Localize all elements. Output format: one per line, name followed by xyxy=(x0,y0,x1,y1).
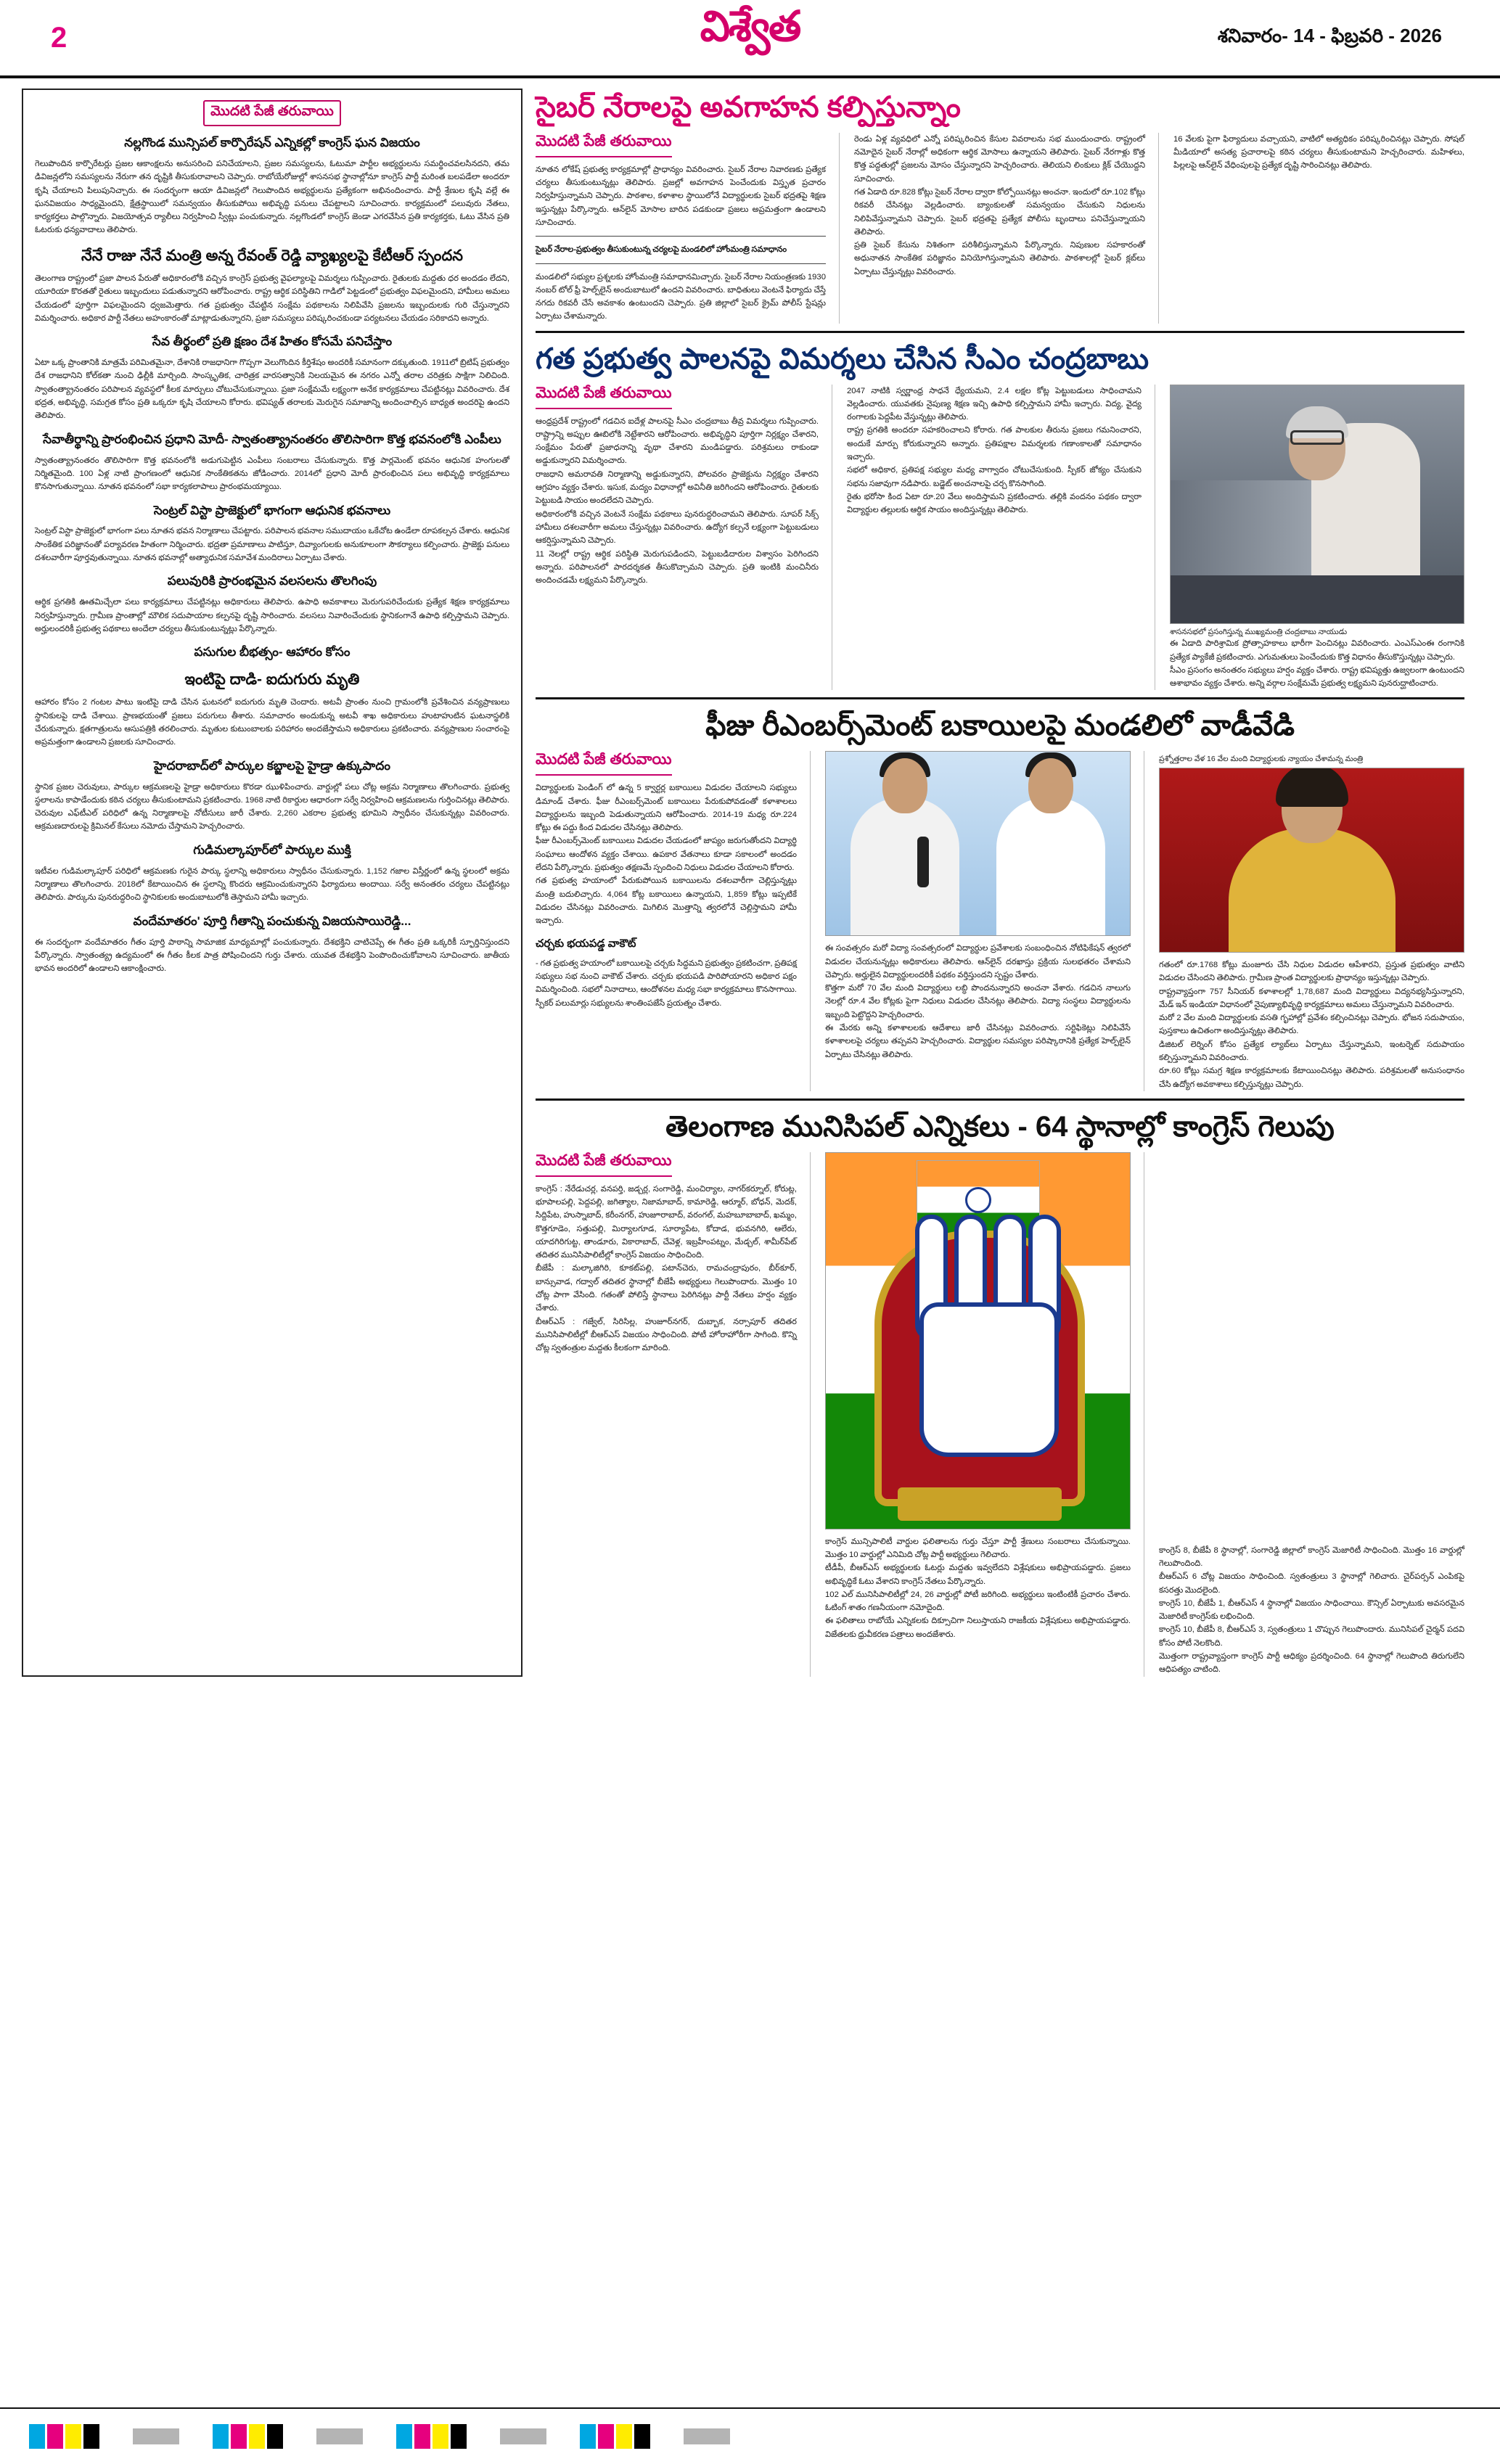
story-cyber-para-7: 16 వేలకు పైగా ఫిర్యాదులు వచ్చాయని, వాటిలో అత్యధికం పరిష్కరించినట్లు చెప్పారు. సోషల్ మీడియాలో అసత్య ప్రచారాలపై కఠిన చర్యలు తీసుకుంటామని హెచ్చరించారు. మహిళలు, పిల్లలపై ఆన్‌లైన్ వేధింపులపై ప్రత్యేక దృష్టి సారించినట్లు తెలిపారు. xyxy=(1173,134,1464,171)
story-cyber-para-1: నూతన లోకేష్ ప్రభుత్వ కార్యక్రమాల్లో ప్రాధాన్యం వివరించారు. సైబర్ నేరాల నివారణకు ప్రత్యేక చర్యలు తీసుకుంటున్నట్లు తెలిపారు. ప్రజల్లో అవగాహన పెంచేందుకు విస్తృత ప్రచారం నిర్వహిస్తున్నామని చెప్పారు. పాఠశాల, కళాశాల స్థాయిలోనే విద్యార్థులకు సైబర్ భద్రతపై శిక్షణ ఇస్తున్నట్లు పేర్కొన్నారు. ఆన్‌లైన్ మోసాల బారిన పడకుండా ప్రజలు అప్రమత్తంగా ఉండాలని సూచించారు. xyxy=(536,165,826,227)
color-bar-group-4 xyxy=(580,2424,650,2449)
left-section-4-body: ఆహారం కోసం 2 గంటల పాటు ఇంటిపై దాడి చేసిన ఘటనలో ఐదుగురు మృతి చెందారు. అటవీ ప్రాంతం నుంచి గ్రామంలోకి ప్రవేశించిన వన్యప్రాణులు స్థానికులపై దాడి చేశాయి. ప్రాణభయంతో ప్రజలు పరుగులు తీశారు. సమాచారం అందుకున్న అటవీ శాఖ అధికారులు హుటాహుటిన ఘటనాస్థలికి చేరుకున్నారు. క్షతగాత్రులను ఆసుపత్రికి తరలించారు. మృతుల కుటుంబాలకు పరిహారం అందజేస్తామని అధికారులు ప్రకటించారు. వన్యప్రాణుల సంచారంపై అప్రమత్తంగా ఉండాలని ప్రజలకు సూచించారు. xyxy=(35,698,509,747)
story-fee-far-para-5: రూ.60 కోట్లు సమగ్ర శిక్షణ కార్యక్రమాలకు కేటాయించినట్లు తెలిపారు. పరిశ్రమలతో అనుసంధానం చేసి ఉద్యోగ అవకాశాలు కల్పిస్తున్నట్లు చెప్పారు. xyxy=(1159,1067,1464,1089)
story-cyber-cont-label: మొదటి పేజీ తరువాయి xyxy=(536,133,672,157)
story-telangana-col3-para-2: బీఆర్‌ఎస్ 6 చోట్ల విజయం సాధించింది. స్వతంత్రులు 3 స్థానాల్లో గెలిచారు. చైర్‌పర్సన్ ఎంపికపై కసరత్తు మొదలైంది. xyxy=(1159,1572,1464,1595)
date-line: శనివారం- 14 - ఫిబ్రవరి - 2026 xyxy=(1217,25,1442,46)
color-bar-magenta-4 xyxy=(598,2424,614,2449)
story-cbn-para-2: రాజధాని అమరావతి నిర్మాణాన్ని అడ్డుకున్నారని, పోలవరం ప్రాజెక్టును నిర్లక్ష్యం చేశారని ఆగ్రహం వ్యక్తం చేశారు. ఇసుక, మద్యం విధానాల్లో అవినీతి జరిగిందని ఆరోపించారు. రైతులకు పెట్టుబడి సాయం అందలేదని చెప్పారు. xyxy=(536,469,819,506)
story-cyber-para-6: ప్రతి సైబర్ కేసును నిశితంగా పరిశీలిస్తున్నామని పేర్కొన్నారు. నిపుణుల సహకారంతో అధునాతన సాంకేతిక పరిజ్ఞానం వినియోగిస్తున్నామని తెలిపారు. పాఠశాలల్లో సైబర్ క్లబ్‌లు ఏర్పాటు చేస్తున్నట్లు వివరించారు. xyxy=(854,241,1145,276)
story-cyber-para-4: రెండు ఏళ్ల వ్యవధిలో ఎన్నో పరిష్కరించిన కేసుల వివరాలను సభ ముందుంచారు. రాష్ట్రంలో నమోదైన సైబర్ నేరాల్లో అధికంగా ఆర్థిక మోసాలు ఉన్నాయని తెలిపారు. సైబర్ నేరగాళ్లు కొత్త కొత్త పద్ధతుల్లో ప్రజలను మోసం చేస్తున్నారని హెచ్చరించారు. తెలియని లింకులు క్లిక్ చేయొద్దని సూచించారు. xyxy=(854,134,1145,184)
story-telangana-col2-para-2: టీడీపీ, బీఆర్‌ఎస్ అభ్యర్థులకు ఓటర్లు మద్దతు ఇవ్వలేదని విశ్లేషకులు అభిప్రాయపడ్డారు. ప్రజలు అభివృద్ధికే ఓటు వేశారని కాంగ్రెస్ నేతలు పేర్కొన్నారు. xyxy=(825,1564,1131,1586)
color-bar-group-3 xyxy=(396,2424,467,2449)
leader-left-face xyxy=(882,758,927,813)
grey-swatch-2 xyxy=(316,2428,363,2444)
story-fee-headline: ఫీజు రీఎంబర్స్‌మెంట్ బకాయిలపై మండలిలో వాడీవేడి xyxy=(705,710,1295,742)
logo-text: విశ్వేత xyxy=(700,3,800,50)
color-bar-cyan xyxy=(29,2424,45,2449)
left-section-3-heading: సేవాతీర్థాన్ని ప్రారంభించిన ప్రధాని మోదీ- స్వాతంత్య్రానంతరం తొలిసారిగా కొత్త భవనంలోకి ఎంపీలు xyxy=(43,432,501,446)
story-telangana-col3-para-1: కాంగ్రెస్ 8, బీజేపీ 8 స్థానాల్లో, సంగారెడ్డి జిల్లాలో కాంగ్రెస్ మెజారిటీ సాధించింది. మొత్తం 16 వార్డుల్లో గెలుపొందింది. xyxy=(1159,1545,1464,1568)
chandrababu-photo xyxy=(1170,385,1464,624)
main-column xyxy=(536,89,1464,1677)
story-telangana-col3-para-5: మొత్తంగా రాష్ట్రవ్యాప్తంగా కాంగ్రెస్ పార్టీ ఆధిక్యం ప్రదర్శించింది. 64 స్థానాల్లో గెలుపొంది తిరుగులేని ఆధిపత్యం చాటింది. xyxy=(1159,1652,1464,1675)
color-bar-black xyxy=(83,2424,99,2449)
color-bar-group-1 xyxy=(29,2424,99,2449)
color-bar-magenta xyxy=(47,2424,63,2449)
story-cbn-para-9: ఈ ఏడాది పారిశ్రామిక ప్రోత్సాహకాలు భారీగా పెంచినట్లు వివరించారు. ఎంఎస్‌ఎంఈ రంగానికి ప్రత్యేక ప్యాకేజీ ప్రకటించారు. ఎగుమతులు పెంచేందుకు కొత్త విధానం తీసుకొస్తున్నట్లు చెప్పారు. xyxy=(1170,639,1464,662)
page-number: 2 xyxy=(51,21,67,54)
left-section-4-kicker: పసుగుల బీభత్సం- ఆహారం కోసం xyxy=(194,645,351,660)
left-section-1-heading: నేనే రాజు నేనే మంత్రి అన్న రేవంత్ రెడ్డి వ్యాఖ్యలపై కేటీఆర్ స్పందన xyxy=(81,247,464,264)
congress-hand-symbol-icon xyxy=(876,1198,1094,1474)
left-section-3-sub2: సెంట్రల్ విస్టా ప్రాజెక్టులో భాగంగా ఆధునిక భవనాలు xyxy=(153,503,391,517)
left-section-5-body: స్థానిక ప్రజల చెరువులు, పార్కుల ఆక్రమణలపై హైడ్రా అధికారులు కొరడా ఝుళిపించారు. వార్డుల్లో పలు చోట్ల అక్రమ నిర్మాణాలు తొలగించారు. ప్రభుత్వ స్థలాలను కాపాడేందుకు కఠిన చర్యలు తీసుకుంటామని ప్రకటించారు. 1968 నాటి రికార్డుల ఆధారంగా సర్వే నిర్వహించి ఆక్రమణలను గుర్తించినట్లు తెలిపారు. చెరువుల ఎఫ్‌టీఎల్ పరిధిలో ఉన్న నిర్మాణాలపై నోటీసులు జారీ చేశారు. 2,260 ఎకరాల ప్రభుత్వ భూమిని స్వాధీనం చేసుకున్నట్లు వివరించారు. ఆక్రమణదారులపై క్రిమినల్ కేసులు నమోదు చేస్తామని హెచ్చరించారు. xyxy=(35,782,509,831)
story-fee-far-para-3: మరో 2 వేల మంది విద్యార్థులకు వసతి గృహాల్లో ప్రవేశం కల్పించినట్లు చెప్పారు. భోజన సదుపాయం, పుస్తకాలు ఉచితంగా అందిస్తున్నట్లు తెలిపారు. xyxy=(1159,1014,1464,1036)
grey-swatch-3 xyxy=(500,2428,546,2444)
color-bar-black-3 xyxy=(451,2424,467,2449)
left-section-6-heading: గుడిమల్కాపూర్‌లో పార్కుల ముక్తి xyxy=(193,842,351,857)
leader-left-figure xyxy=(851,797,959,935)
story-cbn-para-7: సభలో అధికార, ప్రతిపక్ష సభ్యుల మధ్య వాగ్వాదం చోటుచేసుకుంది. స్పీకర్ జోక్యం చేసుకుని సభను సజావుగా నడిపారు. బడ్జెట్ అంచనాలపై చర్చ కొనసాగింది. xyxy=(847,466,1142,488)
print-registration-footer xyxy=(0,2407,1500,2464)
story-telangana-col2-para-3: 102 ఎల్ మునిసిపాలిటీల్లో 24, 26 వార్డుల్లో పోటీ జరిగింది. అభ్యర్థులు ఇంటింటికీ ప్రచారం చేశారు. ఓటింగ్ శాతం గణనీయంగా నమోదైంది. xyxy=(825,1590,1131,1613)
left-section-6-body: ఇటీవల గుడిమల్కాపూర్ పరిధిలో ఆక్రమణకు గురైన పార్కు స్థలాన్ని అధికారులు స్వాధీనం చేసుకున్నారు. 1,152 గజాల విస్తీర్ణంలో ఉన్న స్థలంలో అక్రమ నిర్మాణాలు తొలగించారు. 2018లో కేటాయించిన ఈ స్థలాన్ని కొందరు ఆక్రమించుకున్నారని ఫిర్యాదులు అందాయి. సర్వే అనంతరం చర్యలు చేపట్టినట్లు తెలిపారు. పార్కును పునరుద్ధరించి స్థానికులకు అందుబాటులోకి తెస్తామని హామీ ఇచ్చారు. xyxy=(35,866,509,903)
minister-photo-caption: ప్రశ్నోత్తరాల వేళ 16 వేల మంది విద్యార్థులకు న్యాయం చేశామన్న మంత్రి xyxy=(1159,755,1364,764)
leaders-photo xyxy=(825,751,1131,936)
story-telangana-col2-para-4: ఈ ఫలితాలు రాబోయే ఎన్నికలకు దిక్సూచిగా నిలుస్తాయని రాజకీయ విశ్లేషకులు అభిప్రాయపడ్డారు. విజేతలకు ధ్రువీకరణ పత్రాలు అందజేశారు. xyxy=(825,1617,1131,1639)
publication-logo xyxy=(700,3,800,50)
minister-photo xyxy=(1159,768,1464,953)
color-bar-black-4 xyxy=(634,2424,650,2449)
story-cyber xyxy=(536,91,1464,324)
color-bar-yellow-4 xyxy=(616,2424,632,2449)
grey-swatch-1 xyxy=(133,2428,179,2444)
minister-figure-body xyxy=(1229,829,1396,952)
story-fee-reimbursement xyxy=(536,697,1464,1091)
story-fee-para-1: విద్యార్థులకు పెండింగ్ లో ఉన్న 5 క్వార్టర్ల బకాయిలు విడుదల చేయాలని సభ్యులు డిమాండ్ చేశారు. ఫీజు రీఎంబర్స్‌మెంట్ బకాయిలు పేరుకుపోవడంతో కళాశాలలు విద్యార్థులను ఇబ్బంది పెడుతున్నాయని ఆరోపించారు. 2014-19 మధ్య రూ.224 కోట్లు ఈ పద్దు కింద విడుదల చేసినట్లు తెలిపారు. xyxy=(536,784,797,833)
story-cbn-para-3: అధికారంలోకి వచ్చిన వెంటనే సంక్షేమ పథకాలు పునరుద్ధరించామని తెలిపారు. సూపర్ సిక్స్ హామీలు దశలవారీగా అమలు చేస్తున్నట్లు వివరించారు. ఉద్యోగ కల్పనే లక్ష్యంగా పెట్టుబడులు ఆకర్షిస్తున్నామని చెప్పారు. xyxy=(536,509,819,546)
page-body xyxy=(0,78,1500,1677)
left-lead-body: గెలుపొందిన కార్పొరేటర్లు ప్రజల ఆకాంక్షలను అనుసరించి పనిచేయాలని, ప్రజల సమస్యలను, ఓటుమా పార్టీల అభ్యర్థులను సమర్థించవలసినదని, తమ డివిజన్లలోని సమస్యలను నేరుగా తన దృష్టికి తీసుకురావాలని చెప్పారు. రాబోయేరోజుల్లో శాసనసభ స్థానాల్లోనూ కాంగ్రెస్ పార్టీ మరింత బలపడేలా అందరూ కృషి చేయాలని పిలుపునిచ్చారు. ఈ సందర్భంగా ఆయా డివిజన్లలో గెలుపొందిన అభ్యర్థులను ప్రత్యేకంగా అభినందించారు. పార్టీ శ్రేణుల కృషి వల్లే ఈ ఘనవిజయం సాధ్యమైందని, క్షేత్రస్థాయిలో సమన్వయం తీసుకుపోయి అభివృద్ధి పనులు చేపట్టాలని సూచించారు. కార్యక్రమంలో పలువురు నేతలు, కార్యకర్తలు పాల్గొన్నారు. విజయోత్సవ ర్యాలీలు నిర్వహించి స్వీట్లు పంచుకున్నారు. నల్లగొండలో కాంగ్రెస్ జెండా ఎగరవేసిన ప్రతి కార్యకర్తకు, ఓటు వేసిన ప్రతి ఓటరుకు ధన్యవాదాలు తెలిపారు. xyxy=(35,159,509,235)
story-fee-far-para-2: రాష్ట్రవ్యాప్తంగా 757 సీనియర్ కళాశాలల్లో 1,78,687 మంది విద్యార్థులు విద్యనభ్యసిస్తున్నారని, మేడ్ ఇన్ ఇండియా విధానంలో నైపుణ్యాభివృద్ధి కార్యక్రమాలు అమలు చేస్తున్నామని వివరించారు. xyxy=(1159,987,1464,1009)
story-telangana-cont-label: మొదటి పేజీ తరువాయి xyxy=(536,1152,672,1177)
color-bar-cyan-3 xyxy=(396,2424,412,2449)
story-cyber-para-3: మండలిలో సభ్యుల ప్రశ్నలకు హోంమంత్రి సమాధానమిచ్చారు. సైబర్ నేరాల నియంత్రణకు 1930 నంబర్ టోల్ ఫ్రీ హెల్ప్‌లైన్ అందుబాటులో ఉందని వివరించారు. బాధితులు వెంటనే ఫిర్యాదు చేస్తే నగదు రికవరీ చేసే అవకాశం ఉంటుందని చెప్పారు. ప్రతి జిల్లాలో సైబర్ క్రైమ్ పోలీస్ స్టేషన్లు ఏర్పాటు చేశామన్నారు. xyxy=(536,272,826,321)
photo-desk xyxy=(1171,575,1464,623)
story-fee-subhead: చర్చకు భయపడ్డ వాకౌట్ xyxy=(536,937,636,950)
story-fee-far-para-4: డిజిటల్ లెర్నింగ్ కోసం ప్రత్యేక ల్యాబ్‌లు ఏర్పాటు చేస్తున్నామని, ఇంటర్నెట్ సదుపాయం కల్పిస్తున్నామని వివరించారు. xyxy=(1159,1040,1464,1062)
left-section-3-sub3: పలువురికి ప్రారంభమైన వలసలను తొలగింపు xyxy=(167,574,377,588)
left-section-3-body2: సెంట్రల్ విస్టా ప్రాజెక్టులో భాగంగా పలు నూతన భవన నిర్మాణాలు చేపట్టారు. పరిపాలన భవనాల సముదాయం ఒకేచోట ఉండేలా రూపకల్పన చేశారు. ఆధునిక సాంకేతిక పరిజ్ఞానంతో పర్యావరణ హితంగా నిర్మించారు. భద్రతా ప్రమాణాలు పాటిస్తూ, దివ్యాంగులకు అనుకూలంగా సౌకర్యాలు కల్పించారు. ప్రాజెక్టు పనులు దశలవారీగా పూర్తవుతున్నాయి. నూతన భవనాల్లో అత్యాధునిక సమావేశ మందిరాలు ఏర్పాటు చేశారు. xyxy=(35,527,509,563)
left-section-3-body1: స్వాతంత్య్రానంతరం తొలిసారిగా కొత్త భవనంలోకి అడుగుపెట్టిన ఎంపీలు సంబరాలు చేసుకున్నారు. కొత్త పార్లమెంట్ భవనం ఆధునిక హంగులతో నిర్మితమైంది. 100 ఏళ్ల నాటి ప్రాంగణంలో ఆధునిక సాంకేతికతను జోడించారు. 2014లో ప్రధాని మోదీ ప్రారంభించిన పలు అభివృద్ధి కార్యక్రమాలు కొనసాగుతున్నాయి. నూతన భవనంలో సభా కార్యకలాపాలు ప్రారంభమయ్యాయి. xyxy=(35,456,509,492)
story-fee-para-2: ఫీజు రీఎంబర్స్‌మెంట్ బకాయిలు విడుదల చేయడంలో జాప్యం జరుగుతోందని విద్యార్థి సంఘాలు ఆందోళన వ్యక్తం చేశాయి. ఉపకార వేతనాలు కూడా సకాలంలో అందడం లేదని పేర్కొన్నారు. ప్రభుత్వం తక్షణమే స్పందించి నిధులు విడుదల చేయాలని కోరారు. xyxy=(536,837,797,873)
story-cyber-para-5: గత ఏడాది రూ.828 కోట్లు సైబర్ నేరాల ద్వారా కోల్పోయినట్లు అంచనా. ఇందులో రూ.102 కోట్లు రికవరీ చేసినట్లు వెల్లడించారు. బ్యాంకులతో సమన్వయం చేసుకుని నిధులను నిలిపివేస్తున్నామని చెప్పారు. సైబర్ భద్రతపై ప్రత్యేక పోలీసు బృందాలు పనిచేస్తున్నాయని తెలిపారు. xyxy=(854,187,1145,237)
left-section-2-body: ఏటా ఒక్క ప్రాంతానికి మాత్రమే పరిమితమైనా, దేశానికి రాజధానిగా గొప్పగా వెలుగొందిన కీర్తిశేషం అందరికీ సమానంగా దక్కుతుంది. 1911లో బ్రిటిష్ ప్రభుత్వం దేశ రాజధానిని కోల్‌కతా నుంచి ఢిల్లీకి మార్చింది. సాంస్కృతిక, చారిత్రక వారసత్వానికి నిలయమైన ఈ నగరం ఎన్నో తరాల చరిత్రకు సాక్షిగా నిలిచింది. స్వాతంత్య్రానంతరం పరిపాలన వ్యవస్థలో కీలక మార్పులు చోటుచేసుకున్నాయి. ప్రజా సంక్షేమమే లక్ష్యంగా అనేక కార్యక్రమాలు చేపట్టినట్లు వివరించారు. దేశ భద్రత, అభివృద్ధి, సమగ్రత కోసం ప్రతి ఒక్కరూ కృషి చేయాలని కోరారు. భవిష్యత్ తరాలకు మెరుగైన సమాజాన్ని అందించాల్సిన బాధ్యత అందరిపై ఉందని తెలిపారు. xyxy=(35,358,509,421)
story-fee-right-para-3: ఈ మేరకు అన్ని కళాశాలలకు ఆదేశాలు జారీ చేసినట్లు వివరించారు. సర్టిఫికెట్లు నిలిపివేసే కళాశాలలపై చర్యలు తప్పవని హెచ్చరించారు. విద్యార్థుల సమస్యల పరిష్కారానికి ప్రత్యేక హెల్ప్‌లైన్ ఏర్పాటు చేసినట్లు తెలిపారు. xyxy=(825,1024,1131,1059)
color-bar-magenta-3 xyxy=(414,2424,430,2449)
microphone-icon xyxy=(917,837,929,887)
color-bar-yellow xyxy=(65,2424,81,2449)
left-section-2-heading: సేవ తీర్థంలో ప్రతి క్షణం దేశ హితం కోసమే పనిచేస్తాం xyxy=(152,334,393,349)
leader-right-face xyxy=(1028,758,1073,813)
story-chandrababu xyxy=(536,331,1464,691)
color-bar-yellow-3 xyxy=(433,2424,448,2449)
story-fee-para-3: గత ప్రభుత్వ హయాంలో పేరుకుపోయిన బకాయిలను దశలవారీగా చెల్లిస్తున్నట్లు మంత్రి బదులిచ్చారు. 4,064 కోట్ల బకాయిలు ఉన్నాయని, 1,859 కోట్లు ఇప్పటికే విడుదల చేసినట్లు వివరించారు. మిగిలిన మొత్తాన్ని త్వరలోనే చెల్లిస్తామని హామీ ఇచ్చారు. xyxy=(536,876,797,926)
color-bar-yellow-2 xyxy=(249,2424,265,2449)
continuation-badge: మొదటి పేజీ తరువాయి xyxy=(203,100,341,126)
minister-figure-hair xyxy=(1276,768,1348,807)
photo-figure-glasses xyxy=(1290,430,1344,445)
color-bar-cyan-4 xyxy=(580,2424,596,2449)
story-telangana-para-3: బీఆర్‌ఎస్ : గజ్వేల్, సిరిసిల్ల, హుజూర్‌నగర్, దుబ్బాక, నర్సాపూర్ తదితర మునిసిపాలిటీల్లో బీఆర్‌ఎస్ విజయం సాధించింది. పోటీ హోరాహోరీగా సాగింది. కొన్ని చోట్ల స్వతంత్రుల మద్దతు కీలకంగా మారింది. xyxy=(536,1317,797,1353)
story-fee-far-para-1: గతంలో రూ.1768 కోట్లు మంజూరు చేసి నిధుల విడుదల ఆపేశారని, ప్రస్తుత ప్రభుత్వం వాటిని విడుదల చేసిందని తెలిపారు. గ్రామీణ ప్రాంత విద్యార్థులకు ప్రాధాన్యం ఇస్తున్నట్లు చెప్పారు. xyxy=(1159,960,1464,983)
color-bar-magenta-2 xyxy=(231,2424,247,2449)
story-fee-cont-label: మొదటి పేజీ తరువాయి xyxy=(536,751,672,776)
story-cbn-para-8: రైతు భరోసా కింద ఏటా రూ.20 వేలు అందిస్తామని ప్రకటించారు. తల్లికి వందనం పథకం ద్వారా విద్యార్థుల తల్లులకు ఆర్థిక సాయం అందిస్తున్నట్లు తెలిపారు. xyxy=(847,492,1142,515)
story-cbn-para-4: 11 నెలల్లో రాష్ట్ర ఆర్థిక పరిస్థితి మెరుగుపడిందని, పెట్టుబడిదారుల విశ్వాసం పెరిగిందని అన్నారు. పరిపాలనలో పారదర్శకత తీసుకొచ్చామని చెప్పారు. ప్రతి ఇంటికి మంచినీరు అందించడమే లక్ష్యమని పేర్కొన్నారు. xyxy=(536,549,819,586)
story-telangana-para-2: బీజేపీ : మల్కాజిగిరి, కూకట్‌పల్లి, పటాన్‌చెరు, రామచంద్రాపురం, బీర్‌కూర్, బాన్సువాడ, గద్వాల్ తదితర స్థానాల్లో బీజేపీ అభ్యర్థులు గెలుపొందారు. మొత్తం 10 చోట్ల పాగా వేసింది. గతంతో పోలిస్తే స్థానాలు పెరిగినట్లు పార్టీ నేతలు హర్షం వ్యక్తం చేశారు. xyxy=(536,1264,797,1313)
story-cbn-para-1: ఆంధ్రప్రదేశ్ రాష్ట్రంలో గడచిన ఐదేళ్ల పాలనపై సీఎం చంద్రబాబు తీవ్ర విమర్శలు గుప్పించారు. రాష్ట్రాన్ని అప్పుల ఊబిలోకి నెట్టేశారని ఆరోపించారు. అభివృద్ధిని పూర్తిగా నిర్లక్ష్యం చేశారని, సంక్షేమం పేరుతో ప్రజాధనాన్ని వృథా చేశారని మండిపడ్డారు. పరిశ్రమలు రాకుండా అడ్డుకున్నారని విమర్శించారు. xyxy=(536,416,819,466)
left-section-7-heading: వందేమాతరం' పూర్తి గీతాన్ని పంచుకున్న విజయసాయిరెడ్డి... xyxy=(133,913,411,928)
story-cyber-headline: సైబర్ నేరాలపై అవగాహన కల్పిస్తున్నాం xyxy=(536,91,961,123)
chandrababu-photo-caption: శాసనసభలో ప్రసంగిస్తున్న ముఖ్యమంత్రి చంద్రబాబు నాయుడు xyxy=(1170,627,1348,636)
story-fee-sub-body: - గత ప్రభుత్వ హయాంలో బకాయిలపై చర్చకు సిద్ధమని ప్రభుత్వం ప్రకటించగా, ప్రతిపక్ష సభ్యులు సభ నుంచి వాకౌట్ చేశారు. చర్చకు భయపడి పారిపోయారని అధికార పక్షం విమర్శించింది. సభలో నినాదాలు, ఆందోళనల మధ్య సభా కార్యక్రమాలు కొనసాగాయి. స్పీకర్ పలుమార్లు సభ్యులను శాంతింపజేసే ప్రయత్నం చేశారు. xyxy=(536,958,797,1008)
story-cbn-para-5: 2047 నాటికి స్వర్ణాంధ్ర సాధనే ధ్యేయమని, 2.4 లక్షల కోట్ల పెట్టుబడులు సాధించామని వెల్లడించారు. యువతకు నైపుణ్య శిక్షణ ఇచ్చి ఉపాధి కల్పిస్తామని హామీ ఇచ్చారు. విద్య, వైద్య రంగాలకు పెద్దపీట వేస్తున్నట్లు తెలిపారు. xyxy=(847,386,1142,422)
color-bar-black-2 xyxy=(267,2424,283,2449)
hand-palm xyxy=(919,1302,1059,1457)
story-fee-right-para-1: ఈ సంవత్సరం మరో విద్యా సంవత్సరంలో విద్యార్థుల ప్రవేశాలకు సంబంధించిన నోటిఫికేషన్ త్వరలో విడుదల చేయనున్నట్లు అధికారులు తెలిపారు. ఆన్‌లైన్ దరఖాస్తు ప్రక్రియ సులభతరం చేశామని చెప్పారు. అర్హులైన విద్యార్థులందరికీ పథకం వర్తిస్తుందని స్పష్టం చేశారు. xyxy=(825,944,1131,980)
story-cbn-headline: గత ప్రభుత్వ పాలనపై విమర్శలు చేసిన సీఎం చంద్రబాబు xyxy=(536,342,1149,375)
story-fee-right-para-2: కొత్తగా మరో 70 వేల మంది విద్యార్థులు లబ్ధి పొందనున్నారని అంచనా వేశారు. గడచిన నాలుగు నెలల్లో రూ.4 వేల కోట్లకు పైగా నిధులు విడుదల చేసినట్లు తెలిపారు. విద్యా సంస్థలు విద్యార్థులను ఇబ్బంది పెట్టొద్దని హెచ్చరించారు. xyxy=(825,984,1131,1019)
leader-right-figure xyxy=(996,797,1105,935)
story-telangana-para-1: కాంగ్రెస్ : నేరేడుచర్ల, వనపర్తి, జడ్చర్ల, సంగారెడ్డి, మంచిర్యాల, నాగర్‌కర్నూల్, కోరుట్ల, భూపాలపల్లి, పెద్దపల్లి, జగిత్యాల, నిజామాబాద్, కామారెడ్డి, ఆర్మూర్, బోధన్, మెదక్, సిద్దిపేట, హుస్నాబాద్, కరీంనగర్, హుజూరాబాద్, వరంగల్, మహబూబాబాద్, ఖమ్మం, కొత్తగూడెం, సత్తుపల్లి, మిర్యాలగూడ, సూర్యాపేట, కోదాడ, భువనగిరి, ఆలేరు, యాదగిరిగుట్ట, తాండూరు, వికారాబాద్, చేవెళ్ల, ఇబ్రహీంపట్నం, మేడ్చల్, శామీర్‌పేట్ తదితర మునిసిపాలిటీల్లో కాంగ్రెస్ విజయం సాధించింది. xyxy=(536,1184,797,1260)
left-lead-headline: నల్లగొండ మున్సిపల్ కార్పొరేషన్ ఎన్నికల్లో కాంగ్రెస్ ఘన విజయం xyxy=(124,136,420,149)
story-telangana-col2-para-1: కాంగ్రెస్ మున్సిపాలిటీ వార్డుల ఫలితాలను గుర్తు చేస్తూ పార్టీ శ్రేణులు సంబరాలు చేసుకున్నాయి. మొత్తం 10 వార్డుల్లో ఎనిమిది చోట్ల పార్టీ అభ్యర్థులు గెలిచారు. xyxy=(825,1537,1131,1559)
story-telangana-municipal xyxy=(536,1098,1464,1677)
congress-victory-graphic xyxy=(825,1152,1131,1529)
story-telangana-col3-para-3: కాంగ్రెస్ 10, బీజేపీ 1, బీఆర్‌ఎస్ 4 స్థానాల్లో విజయం సాధించాయి. కౌన్సిల్ ఏర్పాటుకు అవసరమైన మెజారిటీ కాంగ్రెస్‌కు లభించింది. xyxy=(1159,1598,1464,1622)
story-cbn-para-10: సీఎం ప్రసంగం అనంతరం సభ్యులు హర్షం వ్యక్తం చేశారు. రాష్ట్ర భవిష్యత్తు ఉజ్వలంగా ఉంటుందని ఆశాభావం వ్యక్తం చేశారు. అన్ని వర్గాల సంక్షేమమే ప్రభుత్వ లక్ష్యమని పునరుద్ఘాటించారు. xyxy=(1170,665,1464,689)
left-section-5-heading: హైదరాబాద్‌లో పార్కుల కబ్జాలపై హైడ్రా ఉక్కుపాదం xyxy=(154,758,390,773)
color-bar-group-2 xyxy=(213,2424,283,2449)
left-section-3-body3: ఆర్థిక ప్రగతికి ఊతమిచ్చేలా పలు కార్యక్రమాలు చేపట్టినట్లు అధికారులు తెలిపారు. ఉపాధి అవకాశాలు మెరుగుపరిచేందుకు ప్రత్యేక శిక్షణ కార్యక్రమాలు నిర్వహిస్తున్నారు. గ్రామీణ ప్రాంతాల్లో మౌలిక సదుపాయాల కల్పనపై దృష్టి సారించారు. వలసలు నివారించేందుకు స్థానికంగానే ఉపాధి కల్పిస్తామని చెప్పారు. అర్హులందరికీ ప్రభుత్వ పథకాలు అందేలా చర్యలు తీసుకుంటున్నట్లు పేర్కొన్నారు. xyxy=(35,598,509,633)
story-cbn-para-6: రాష్ట్ర ప్రగతికి అందరూ సహకరించాలని కోరారు. గత పాలకుల తీరును ప్రజలు గమనించారని, అందుకే మార్పు కోరుకున్నారని అన్నారు. ప్రతిపక్షాల విమర్శలకు గణాంకాలతో సమాధానం ఇచ్చారు. xyxy=(847,426,1142,462)
story-cbn-cont-label: మొదటి పేజీ తరువాయి xyxy=(536,385,672,409)
masthead xyxy=(0,0,1500,78)
grey-swatch-4 xyxy=(684,2428,730,2444)
left-section-7-body: ఈ సందర్భంగా వందేమాతరం గీతం పూర్తి పాఠాన్ని సామాజిక మాధ్యమాల్లో పంచుకున్నారు. దేశభక్తిని చాటిచెప్పే ఈ గీతం ప్రతి ఒక్కరికీ స్ఫూర్తినిస్తుందని పేర్కొన్నారు. స్వాతంత్య్ర ఉద్యమంలో ఈ గీతం కీలక పాత్ర పోషించిందని గుర్తు చేశారు. యువత దేశభక్తిని పెంపొందించుకోవాలని సూచించారు. జాతీయ భావన అందరిలో ఉండాలని ఆకాంక్షించారు. xyxy=(35,937,509,974)
left-column xyxy=(22,89,522,1677)
left-section-4-heading: ఇంటిపై దాడి- ఐదుగురు మృతి xyxy=(184,671,360,689)
story-telangana-col3-para-4: కాంగ్రెస్ 10, బీజేపీ 8, బీఆర్‌ఎస్ 3, స్వతంత్రులు 1 చొప్పున గెలుపొందారు. మునిసిపల్ చైర్మన్ పదవి కోసం పోటీ నెలకొంది. xyxy=(1159,1625,1464,1648)
left-section-1-body: తెలంగాణ రాష్ట్రంలో ప్రజా పాలన పేరుతో అధికారంలోకి వచ్చిన కాంగ్రెస్ ప్రభుత్వ వైఫల్యాలపై విమర్శలు గుప్పించారు. రైతులకు మద్దతు ధర అందడం లేదని, యూరియా కొరతతో రైతులు ఇబ్బందులు పడుతున్నారని ఆరోపించారు. రాష్ట్ర ఆర్థిక పరిస్థితిని గాడిలో పెట్టడంలో ప్రభుత్వం విఫలమైందని, హామీలు అమలు చేయడంలో పూర్తిగా విఫలమైందని ధ్వజమెత్తారు. గత ప్రభుత్వం చేపట్టిన సంక్షేమ పథకాలను నిలిపివేసి ప్రజలను ఇబ్బందులకు గురి చేస్తున్నారని విమర్శించారు. అధికార పార్టీ నేతలు అహంకారంతో మాట్లాడుతున్నారని, ప్రజా సమస్యలు పరిష్కరించకుండా పర్యటనలు చేయడం సరికాదని అన్నారు. xyxy=(35,274,509,323)
story-cyber-para-2: సైబర్ నేరాల-ప్రభుత్వం తీసుకుంటున్న చర్యలపై మండలిలో హోంమంత్రి సమాధానం xyxy=(536,245,787,255)
story-telangana-headline: తెలంగాణ మునిసిపల్ ఎన్నికలు - 64 స్థానాల్లో కాంగ్రెస్ గెలుపు xyxy=(665,1110,1335,1143)
color-bar-cyan-2 xyxy=(213,2424,229,2449)
